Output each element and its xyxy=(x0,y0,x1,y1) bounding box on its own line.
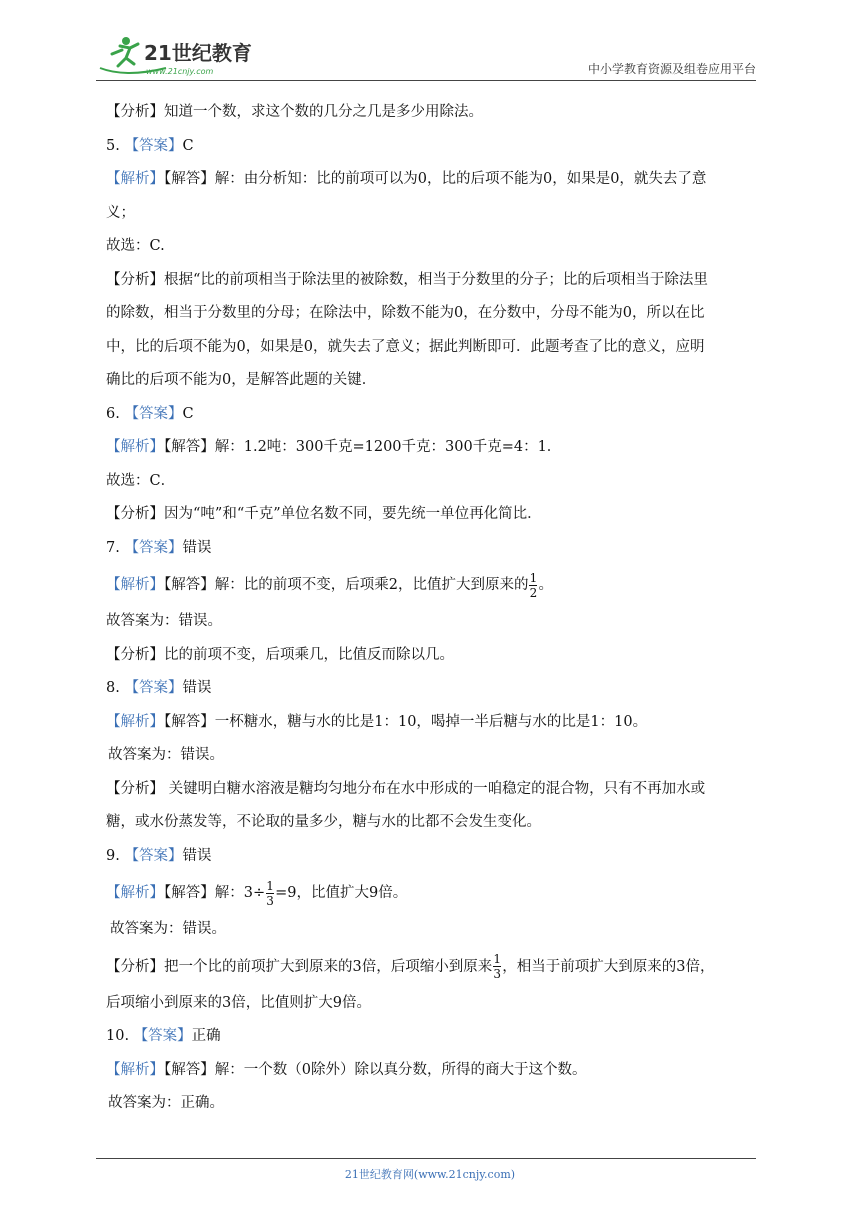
solution-line-cont: 义； xyxy=(106,204,135,221)
document-body xyxy=(106,96,756,1121)
fraction-numerator: 1 xyxy=(493,952,502,966)
analysis-line xyxy=(106,947,756,987)
answer-line-q9 xyxy=(106,840,756,874)
solution-text: 【解答】解：一个数（0除外）除以真分数，所得的商大于这个数。 xyxy=(164,1061,587,1078)
analysis-line: 糖，或水份蒸发等，不论取的量多少，糖与水的比都不会发生变化。 xyxy=(106,814,541,830)
answer-tag: 【答案】 xyxy=(124,847,183,864)
answer-line-q8 xyxy=(106,672,756,706)
analysis-line: 中，比的后项不能为0，如果是0，就失去了意义；据此判断即可．此题考查了比的意义，应明 xyxy=(106,338,705,355)
analysis-line: 【分析】比的前项不变，后项乘几，比值反而除以几。 xyxy=(106,646,454,663)
fraction xyxy=(529,572,537,599)
fraction xyxy=(493,953,501,980)
fraction xyxy=(266,880,274,907)
analysis-line: 【分析】 关键明白糖水溶液是糖均匀地分布在水中形成的一咱稳定的混合物，只有不再加水或 xyxy=(106,780,706,797)
solution-text: 【解答】解：1.2吨：300千克=1200千克：300千克=4：1． xyxy=(164,439,562,455)
answer-value: 错误 xyxy=(182,539,212,556)
answer-tag: 【答案】 xyxy=(133,1028,192,1044)
answer-tag: 【答案】 xyxy=(124,137,183,154)
question-number: 8. xyxy=(106,680,120,696)
analysis-line: 确比的后项不能为0，是解答此题的关键． xyxy=(106,372,377,388)
result-line: 故答案为：错误。 xyxy=(108,747,224,763)
answer-value: C xyxy=(182,137,194,154)
solution-line xyxy=(106,431,756,465)
analysis-text: ，相当于前项扩大到原来的3倍， xyxy=(502,958,715,975)
solution-text: =9，比值扩大9倍。 xyxy=(275,885,408,901)
question-number: 9. xyxy=(106,847,120,864)
analysis-text: 【分析】把一个比的前项扩大到原来的3倍，后项缩小到原来 xyxy=(106,958,493,975)
answer-tag: 【答案】 xyxy=(124,539,183,556)
solution-line xyxy=(106,163,756,197)
analysis-tag: 【解析】 xyxy=(106,577,164,593)
answer-line-q6 xyxy=(106,398,756,432)
analysis-tag: 【解析】 xyxy=(106,885,164,901)
answer-tag: 【答案】 xyxy=(124,405,183,422)
selection-line: 故选：C. xyxy=(106,238,165,254)
solution-line xyxy=(106,1054,756,1088)
analysis-tag: 【解析】 xyxy=(106,713,164,730)
solution-text: 【解答】解：比的前项不变，后项乘2，比值扩大到原来的 xyxy=(164,577,529,593)
answer-value: 正确 xyxy=(191,1028,221,1044)
answer-line-q5 xyxy=(106,130,756,164)
question-number: 7. xyxy=(106,539,120,556)
solution-end: 。 xyxy=(538,577,553,593)
answer-line-q7 xyxy=(106,532,756,566)
footer-link[interactable]: 21世纪教育网(www.21cnjy.com) xyxy=(344,1168,516,1181)
question-number: 10. xyxy=(106,1028,130,1044)
answer-line-q10 xyxy=(106,1020,756,1054)
question-number: 6. xyxy=(106,405,120,422)
fraction-denominator: 3 xyxy=(493,967,502,981)
analysis-tag: 【解析】 xyxy=(106,1061,164,1078)
footer-divider xyxy=(96,1158,756,1159)
solution-text: 【解答】解：3÷ xyxy=(164,885,266,901)
solution-line xyxy=(106,565,756,605)
analysis-line: 后项缩小到原来的3倍，比值则扩大9倍。 xyxy=(106,994,371,1011)
platform-title: 中小学教育资源及组卷应用平台 xyxy=(587,62,756,76)
fraction-numerator: 1 xyxy=(266,878,274,893)
analysis-line: 【分析】根据“比的前项相当于除法里的被除数，相当于分数里的分子；比的后项相当于除法里 xyxy=(106,271,708,288)
page-header xyxy=(96,30,756,82)
analysis-line: 的除数，相当于分数里的分母；在除法中，除数不能为0，在分数中，分母不能为0，所以在比 xyxy=(106,305,705,321)
solution-text: 【解答】一杯糖水，糖与水的比是1：10，喝掉一半后糖与水的比是1：10。 xyxy=(164,713,648,730)
analysis-tag: 【解析】 xyxy=(106,171,164,187)
answer-value: 错误 xyxy=(182,680,212,696)
selection-line: 故选：C． xyxy=(106,472,176,489)
analysis-tag: 【解析】 xyxy=(106,439,164,455)
svg-text:www.21cnjy.com: www.21cnjy.com xyxy=(146,67,214,76)
solution-line xyxy=(106,706,756,740)
result-line: 故答案为：错误。 xyxy=(106,613,222,629)
fraction-denominator: 2 xyxy=(529,585,538,600)
analysis-line: 【分析】知道一个数，求这个数的几分之几是多少用除法。 xyxy=(106,104,483,120)
fraction-denominator: 3 xyxy=(266,893,274,908)
answer-value: 错误 xyxy=(182,847,212,864)
solution-line xyxy=(106,873,756,913)
answer-tag: 【答案】 xyxy=(124,680,183,696)
answer-value: C xyxy=(182,405,194,422)
solution-text: 【解答】解：由分析知：比的前项可以为0，比的后项不能为0，如果是0，就失去了意 xyxy=(164,171,707,187)
logo-21cnjy xyxy=(96,34,266,78)
result-line: 故答案为：正确。 xyxy=(108,1095,224,1111)
question-number: 5. xyxy=(106,137,120,154)
svg-text:21世纪教育: 21世纪教育 xyxy=(144,41,252,65)
result-line: 故答案为：错误。 xyxy=(110,921,226,937)
fraction-numerator: 1 xyxy=(529,570,538,585)
header-divider xyxy=(96,80,756,81)
analysis-line: 【分析】因为“吨”和“千克”单位名数不同，要先统一单位再化简比． xyxy=(106,506,542,522)
